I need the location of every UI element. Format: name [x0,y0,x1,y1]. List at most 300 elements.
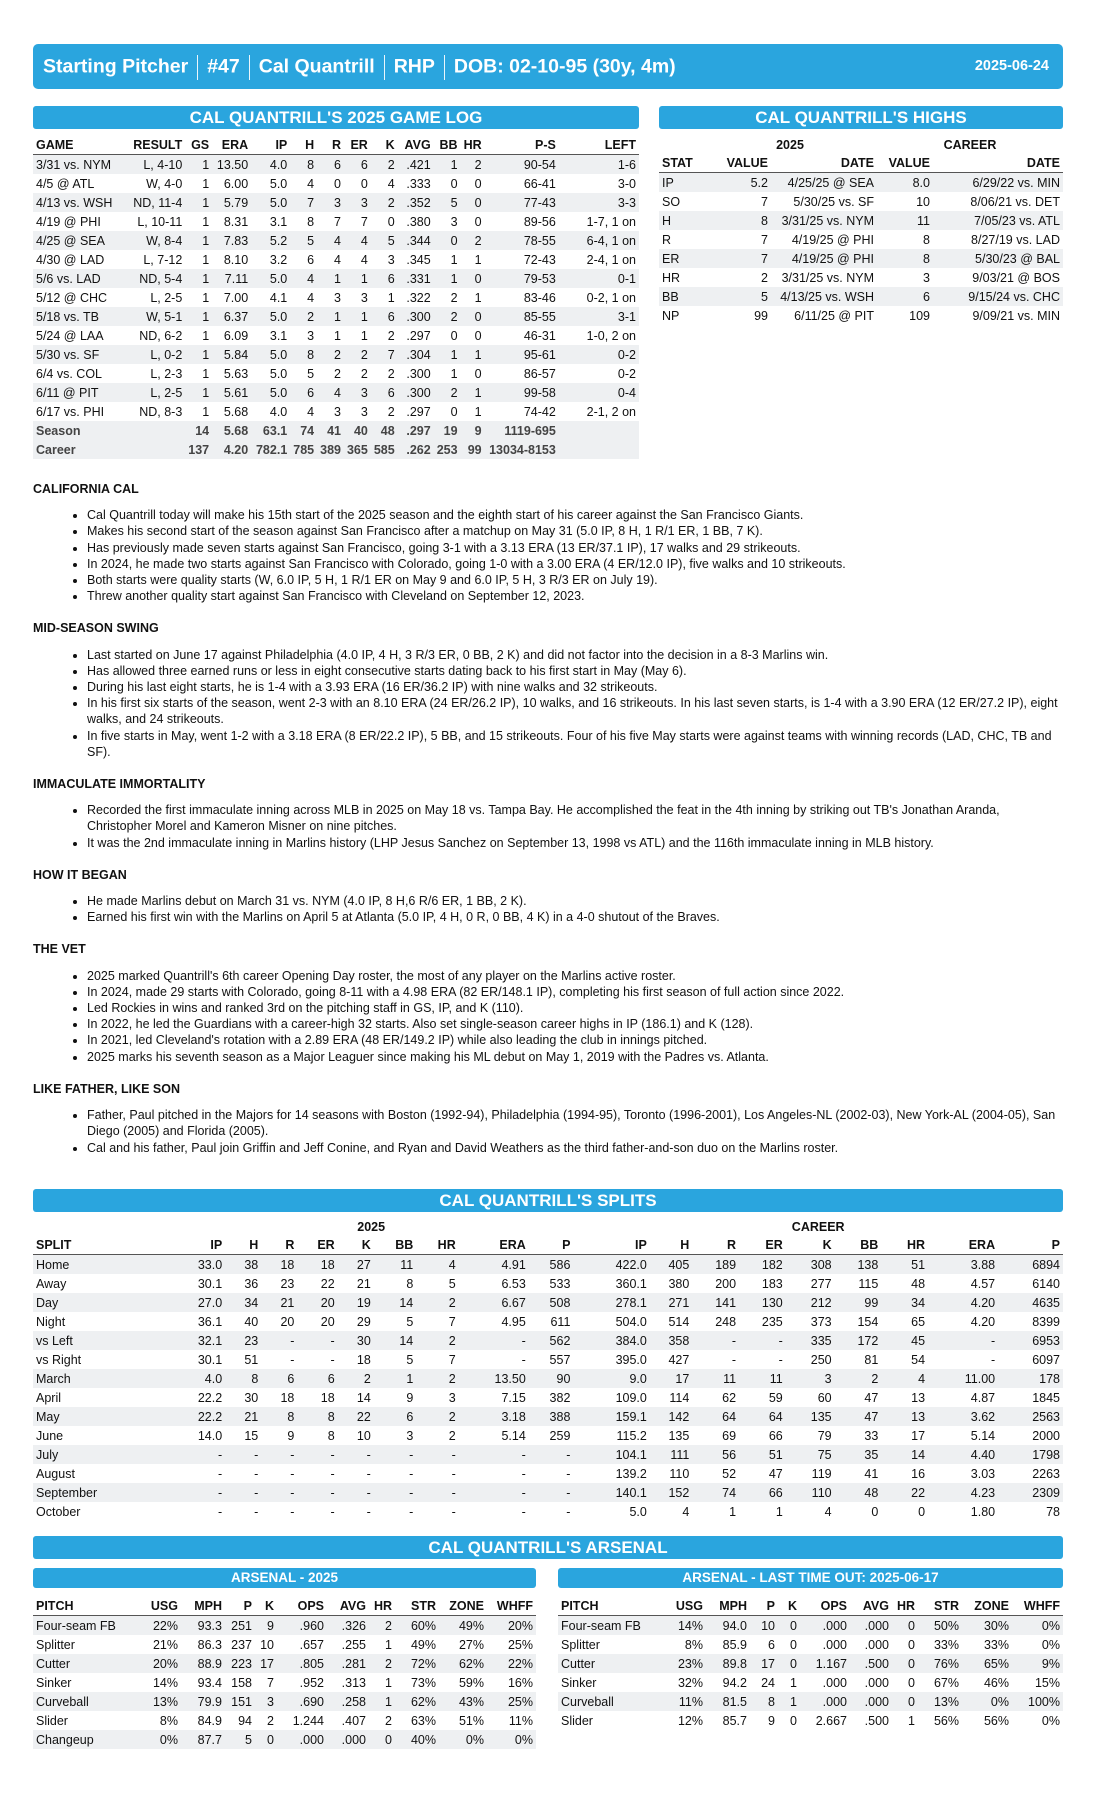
table-cell: 1 [185,155,212,175]
table-cell: IP [659,173,703,193]
table-cell: 6 [297,1369,337,1388]
table-cell: .407 [341,1713,366,1728]
table-cell: 66 [739,1483,786,1502]
table-cell: 4/19/25 @ PHI [791,232,874,247]
table-cell: 4 [387,176,395,191]
arsenal-2025-title: ARSENAL - 2025 [33,1568,536,1588]
table-cell: 3-0 [617,176,636,191]
table-cell: 3 [334,404,341,419]
table-cell: .500 [850,1654,892,1673]
table-cell: 7.00 [223,290,249,305]
heading-spacer [33,958,1063,968]
table-cell: 6 [261,1369,297,1388]
table-cell: 94.0 [706,1616,750,1636]
table-cell: 2 [371,155,398,175]
table-cell: 135 [786,1407,835,1426]
table-cell: 51 [244,1352,259,1367]
table-cell: 2 [334,366,341,381]
splits-row [33,1483,1063,1502]
table-cell: 248 [715,1314,737,1329]
splits-header-k: K [338,1236,374,1255]
table-cell: 6/4 vs. COL [36,366,102,381]
table-cell: .657 [299,1637,324,1652]
table-cell: 5 [371,231,398,250]
table-cell: 2 [317,345,344,364]
table-cell: 46% [983,1675,1009,1690]
table-cell: 11 [739,1369,786,1388]
notes-heading: THE VET [33,942,86,957]
table-cell: 1 [202,366,210,381]
table-cell: 3 [334,290,341,305]
table-cell: 7.15 [501,1390,526,1405]
notes-heading: CALIFORNIA CAL [33,482,139,496]
table-cell: 2309 [998,1483,1063,1502]
arsenal-2025-row [33,1673,536,1692]
table-cell: 5 [448,1276,456,1291]
table-cell: 4/19/25 @ PHI [771,249,877,268]
arsenal-last-header-ops: OPS [800,1597,850,1616]
arsenal-last-row [558,1616,1063,1636]
table-cell: 2 [434,383,461,402]
table-cell: .000 [277,1730,327,1749]
game-log-row [33,155,639,175]
table-cell [116,440,185,459]
header-title [43,55,676,80]
table-cell: .000 [800,1692,850,1711]
table-cell: 6/11 @ PIT [33,383,116,402]
table-cell: - [459,1445,529,1464]
table-cell: 4 [307,290,315,305]
table-cell: 1 [317,307,344,326]
table-cell: 5.68 [223,404,249,419]
table-cell: Slider [36,1713,68,1728]
table-cell: 1 [775,1504,783,1519]
table-cell: 19 [338,1293,374,1312]
arsenal-2025-row [33,1730,536,1749]
table-cell: 3.1 [269,328,288,343]
table-cell: Cutter [33,1654,145,1673]
table-cell: 59% [458,1675,484,1690]
table-cell: 93.3 [181,1616,225,1636]
arsenal-2025-header-p: P [225,1597,255,1616]
highs-row [659,287,1063,306]
table-cell: 3-1 [559,307,639,326]
table-cell: 4 [317,231,344,250]
table-cell: 1 [202,328,210,343]
table-cell: 0 [450,404,458,419]
table-cell: 36.1 [197,1314,223,1329]
notes-heading: LIKE FATHER, LIKE SON [33,1081,180,1096]
table-cell: 1 [360,328,368,343]
table-cell: - [338,1445,374,1464]
table-cell: 0% [1012,1616,1063,1636]
table-cell: 6 [344,155,371,175]
table-cell: 5 [225,1730,255,1749]
table-cell: 4 [416,1255,458,1275]
notes-bullet: • Recorded the first immaculate inning across MLB in 2025 on May 18 vs. Tampa Bay. He accomplished the feat in the 4th inning by striking out TB's Jonathan Aranda, Christopher Morel and Kameron Misner on nine pitches. [87,802,1063,834]
table-cell: NP [662,308,680,323]
table-cell: - [218,1466,223,1481]
table-cell: 358 [650,1331,692,1350]
table-cell: 142 [650,1407,692,1426]
table-cell: 15% [1034,1675,1060,1690]
table-cell: 43% [439,1692,487,1711]
table-cell: 1 [185,269,212,288]
notes-list [33,968,1063,1065]
section-spacer [33,1065,1063,1081]
table-cell: 85.9 [722,1637,747,1652]
table-cell: 3 [360,404,368,419]
table-cell: - [366,1504,371,1519]
game-log-header-bb: BB [434,136,461,155]
table-cell: 25% [507,1637,533,1652]
table-cell: 18 [320,1390,335,1405]
table-cell: - [374,1445,416,1464]
table-cell: 271 [650,1293,692,1312]
arsenal-last-header-whff: WHFF [1012,1597,1063,1616]
table-cell: 86-57 [523,366,556,381]
table-cell: 4 [824,1504,832,1519]
table-cell: - [261,1445,297,1464]
highs-row [659,230,1063,249]
table-cell: 89.8 [706,1654,750,1673]
table-cell: August [36,1466,75,1481]
table-cell: ND, 8-3 [139,404,183,419]
table-cell: 1 [344,269,371,288]
game-log-header-left: LEFT [559,136,639,155]
notes-bullet: • Threw another quality start against San Francisco with Cleveland on September 12, 2023. [87,588,1063,604]
table-cell: .300 [398,383,434,402]
table-cell: - [290,1466,295,1481]
table-cell: 54 [911,1352,926,1367]
table-cell: 0 [778,1616,800,1636]
table-cell: - [297,1331,337,1350]
arsenal-last-table [558,1597,1063,1730]
table-cell: 1 [434,155,461,175]
table-cell: 2263 [1032,1466,1060,1481]
table-cell: - [366,1466,371,1481]
arsenal-2025-header-str: STR [395,1597,439,1616]
table-cell: 5.84 [212,345,251,364]
table-cell: 2 [369,1654,395,1673]
game-log-header-gs: GS [185,136,212,155]
arsenal-2025-row [33,1711,536,1730]
arsenal-last-title: ARSENAL - LAST TIME OUT: 2025-06-17 [558,1568,1063,1588]
table-cell: 2 [387,366,395,381]
table-cell: 85.7 [722,1713,747,1728]
splits-group-career: CAREER [791,1220,845,1234]
table-cell: 32.1 [169,1331,225,1350]
notes-bullet: • He made Marlins debut on March 31 vs. NYM (4.0 IP, 8 H,6 R/6 ER, 1 BB, 2 K). [87,893,1063,909]
table-cell: 388 [529,1407,574,1426]
heading-spacer [33,1097,1063,1107]
splits-row [33,1464,1063,1483]
arsenal-2025-row [33,1616,536,1636]
table-cell: 8 [406,1276,414,1291]
table-cell: 0 [434,231,461,250]
table-cell: .500 [864,1713,889,1728]
table-cell: - [338,1483,374,1502]
table-cell: 782.1 [251,440,290,459]
table-cell: 2 [416,1407,458,1426]
table-cell: 335 [786,1331,835,1350]
notes-bullet: • Father, Paul pitched in the Majors for 14 seasons with Boston (1992-94), Philadelphia (1994-95), Toronto (1996-2001), Los Angeles-NL (2002-03), New York-AL (2004-05), San Diego (2005) and Florida (2005). [87,1107,1063,1139]
table-cell: 41 [864,1466,879,1481]
table-cell: 9/03/21 @ BOS [972,270,1060,285]
table-cell: 585 [371,440,398,459]
notes-bullet: • In his first six starts of the season, went 2-3 with an 8.10 ERA (24 ER/26.2 IP), 10 walks, and 16 strikeouts. In his last seven starts, is 1-4 with a 3.90 ERA (12 ER/27.2 IP), eight walks, and 24 strikeouts. [87,695,1063,727]
table-cell: - [330,1504,335,1519]
table-cell: 8/06/21 vs. DET [970,194,1060,209]
table-cell: 67% [933,1675,959,1690]
table-cell: 1 [434,269,461,288]
table-cell: L, 4-10 [116,155,185,175]
table-cell: 33% [933,1637,959,1652]
table-cell: .000 [864,1675,889,1690]
table-cell: 1 [474,252,482,267]
table-cell: 139.2 [615,1466,647,1481]
table-cell: .326 [327,1616,369,1636]
table-cell: 235 [761,1314,783,1329]
table-cell: 1798 [998,1445,1063,1464]
table-cell: 5/24 @ LAA [36,328,104,343]
table-cell: - [409,1504,414,1519]
table-cell: 111 [650,1445,692,1464]
heading-spacer [33,637,1063,647]
table-cell: 13 [881,1407,928,1426]
table-cell: 3.62 [928,1407,998,1426]
highs-header-value: VALUE [877,154,933,173]
table-cell: 514 [668,1314,690,1329]
table-cell: 7 [761,232,768,247]
table-cell: 6.00 [223,176,249,191]
table-cell: 5.0 [251,193,290,212]
table-cell: 48 [371,421,398,440]
table-cell: 13% [145,1692,181,1711]
table-cell: 1 [334,328,341,343]
table-cell: 508 [529,1293,574,1312]
notes-bullet: • In 2024, he made two starts against San Francisco with Colorado, going 1-0 with a 3.00 ERA (4 ER/12.0 IP), five walks and 10 strikeouts. [87,556,1063,572]
arsenal-2025-header-usg: USG [145,1597,181,1616]
table-cell: 6.37 [212,307,251,326]
table-cell: 17 [650,1369,692,1388]
table-cell: 223 [225,1654,255,1673]
table-cell: 18 [261,1255,297,1275]
table-cell: ND, 5-4 [116,269,185,288]
table-cell: .000 [850,1692,892,1711]
table-cell: W, 4-0 [146,176,183,191]
table-cell: - [330,1466,335,1481]
table-cell: 5 [406,1314,414,1329]
splits-header-bb: BB [835,1236,882,1255]
table-cell: 60% [395,1616,439,1636]
table-cell: ND, 6-2 [139,328,183,343]
table-cell: .331 [398,269,434,288]
table-cell: .297 [398,421,434,440]
arsenal-last-header-mph: MPH [706,1597,750,1616]
header-date: 2025-06-24 [974,58,1049,74]
table-cell: 5.68 [212,421,251,440]
table-cell: 5.79 [212,193,251,212]
table-cell: 10 [260,1637,274,1652]
splits-header-hr: HR [881,1236,928,1255]
table-cell: 9/09/21 vs. MIN [972,308,1060,323]
table-cell: 22 [881,1483,928,1502]
table-cell: 13.50 [459,1369,529,1388]
table-cell: 30.1 [197,1276,223,1291]
arsenal-2025-header-k: K [255,1597,277,1616]
game-log-row [33,288,639,307]
table-cell: 14 [185,421,212,440]
notes-bullet: • In 2024, made 29 starts with Colorado, going 8-11 with a 4.98 ERA (82 ER/148.1 IP), completing his first season of full action since 2022. [87,984,1063,1000]
table-cell: 183 [761,1276,783,1291]
arsenal-2025-table [33,1597,536,1749]
notes-bullet: • It was the 2nd immaculate inning in Marlins history (LHP Jesus Sanchez on September 13, 1998 vs ATL) and the 116th immaculate inning in MLB history. [87,835,1063,851]
table-cell: 1.244 [292,1713,324,1728]
table-cell: 34 [881,1293,928,1312]
table-cell: 8.10 [223,252,249,267]
table-cell: 1 [450,366,458,381]
table-cell: 47 [864,1390,879,1405]
table-cell: 4 [290,269,317,288]
table-cell: 20% [487,1616,536,1636]
table-cell: 7 [448,1352,456,1367]
table-cell: 3 [450,214,458,229]
table-cell: 52 [722,1466,737,1481]
table-cell: 4 [344,231,371,250]
splits-row [33,1388,1063,1407]
table-cell: 89-56 [523,214,556,229]
table-cell: - [451,1466,456,1481]
table-cell: .300 [398,307,434,326]
notes-bullet: • Cal and his father, Paul join Griffin and Jeff Conine, and Ryan and David Weathers as the third father-and-son duo on the Marlins roster. [87,1140,1063,1156]
table-cell: L, 2-5 [150,290,183,305]
arsenal-2025-row [33,1654,536,1673]
table-cell: 99-58 [485,383,559,402]
highs-row [659,192,1063,211]
table-cell: - [254,1504,259,1519]
table-cell: 9 [406,1390,414,1405]
table-cell: 66-41 [523,176,556,191]
game-log-row [33,193,639,212]
table-cell: 62% [395,1692,439,1711]
table-cell: - [261,1331,297,1350]
table-cell: 1 [202,176,210,191]
table-cell: 277 [810,1276,832,1291]
table-cell: 1 [317,269,344,288]
splits-row [33,1369,1063,1388]
splits-header-p: P [998,1236,1063,1255]
table-cell: 21% [152,1637,178,1652]
splits-group-2025: 2025 [357,1220,386,1234]
table-cell: 9 [461,421,485,440]
table-cell: 10 [356,1428,371,1443]
table-cell: 4.0 [251,155,290,175]
table-cell: 11% [508,1713,533,1728]
table-cell: 10 [916,194,930,209]
arsenal-last-row [558,1711,1063,1730]
splits-header-k: K [786,1236,835,1255]
table-cell: 109 [909,308,930,323]
splits-row [33,1274,1063,1293]
table-cell: 56% [933,1713,959,1728]
table-cell: 360.1 [615,1276,647,1291]
table-cell: 47 [835,1407,882,1426]
table-cell: - [261,1483,297,1502]
table-cell: 5.0 [269,366,288,381]
table-cell: H [659,211,703,230]
table-cell: 14 [374,1331,416,1350]
header-player-name: Cal Quantrill [258,55,375,78]
table-cell: .281 [327,1654,369,1673]
table-cell: 0-2 [559,345,639,364]
table-cell: 59 [768,1390,783,1405]
splits-row [33,1293,1063,1312]
table-cell: 69 [722,1428,737,1443]
table-cell: - [692,1331,739,1350]
table-cell: 2-4, 1 on [586,252,636,267]
table-cell: 1 [385,1675,392,1690]
table-cell: 8 [327,1428,335,1443]
table-cell: 382 [549,1390,571,1405]
table-cell: .297 [406,404,431,419]
table-cell: 72% [395,1654,439,1673]
table-cell: 0 [255,1730,277,1749]
table-cell: 8 [750,1692,778,1711]
table-cell: .255 [341,1637,366,1652]
table-cell: 14 [881,1445,928,1464]
arsenal-last-header-avg: AVG [850,1597,892,1616]
table-cell: 47 [768,1466,783,1481]
table-cell: 8 [261,1407,297,1426]
highs-title: CAL QUANTRILL'S HIGHS [659,106,1063,129]
table-cell: 63% [410,1713,436,1728]
table-cell: 3 [255,1692,277,1711]
table-cell: March [33,1369,169,1388]
highs-group-2025: 2025 [776,138,804,152]
table-cell: 33 [864,1428,879,1443]
table-cell: 8% [684,1637,703,1652]
table-cell: 0 [360,176,368,191]
table-cell: Sinker [561,1675,597,1690]
table-cell: 40% [395,1730,439,1749]
table-cell: 4/13/25 vs. WSH [771,287,877,306]
table-cell: 0 [450,328,458,343]
table-cell: 79-53 [485,269,559,288]
table-cell: Away [36,1276,67,1291]
table-cell: 1 [385,1637,392,1652]
game-log-header-r: R [317,136,344,155]
table-cell: 0 [474,176,482,191]
arsenal-last-header-pitch: PITCH [558,1597,670,1616]
table-cell: 6 [374,1407,416,1426]
splits-header-hr: HR [416,1236,458,1255]
table-cell: 611 [550,1314,571,1329]
table-cell: 0 [474,328,482,343]
arsenal-last-header-usg: USG [670,1597,706,1616]
table-cell: 5.14 [970,1428,996,1443]
table-cell: 8% [159,1713,178,1728]
table-cell: 4/30 @ LAD [36,252,105,267]
table-cell: 19 [434,421,461,440]
table-cell: 3 [786,1369,835,1388]
splits-row [33,1350,1063,1369]
table-cell: 0% [439,1730,487,1749]
table-cell: 88.9 [181,1654,225,1673]
game-log-row [33,250,639,269]
game-log-row [33,269,639,288]
table-cell: 11.00 [928,1369,998,1388]
